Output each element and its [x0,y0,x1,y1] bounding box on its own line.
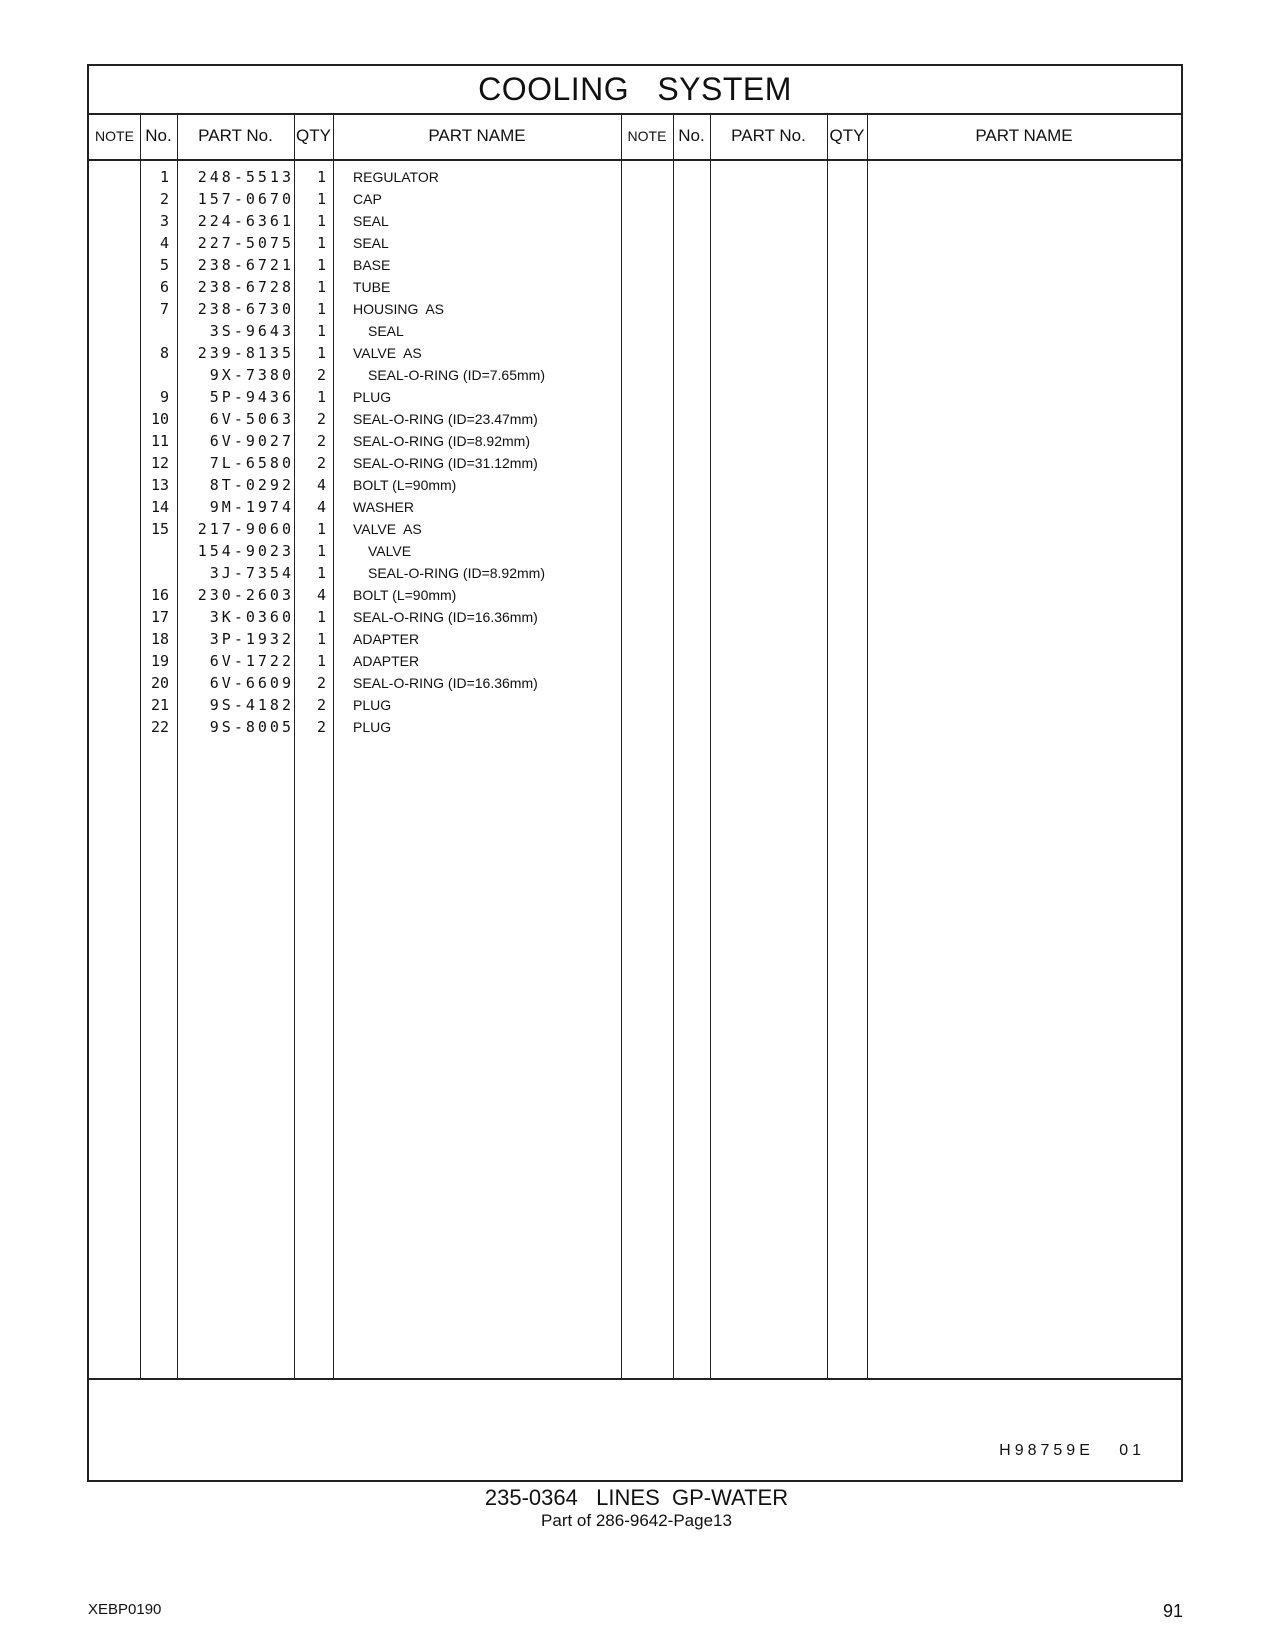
table-row [89,452,1181,474]
part-name: HOUSING AS [353,301,445,317]
quantity: 1 [316,388,326,406]
part-number: 6V-9027 [209,432,294,450]
header-note-right: NOTE [627,128,667,144]
table-row [89,540,1181,562]
part-number: 238-6721 [197,256,294,274]
item-number: 19 [150,652,169,670]
quantity: 2 [316,432,326,450]
quantity: 1 [316,168,326,186]
quantity: 1 [316,322,326,340]
part-name: SEAL-O-RING (ID=31.12mm) [353,455,538,471]
part-number: 6V-5063 [209,410,294,428]
quantity: 2 [316,454,326,472]
part-number: 6V-1722 [209,652,294,670]
table-row [89,254,1181,276]
part-number: 157-0670 [197,190,294,208]
part-number: 9X-7380 [209,366,294,384]
header-no: No. [145,126,172,145]
parts-table-frame [87,64,1183,1482]
table-bottom-divider [89,1378,1181,1380]
header-qty: QTY [296,126,331,145]
table-row [89,210,1181,232]
header-part-no-right: PART No. [731,126,806,145]
part-name: SEAL-O-RING (ID=8.92mm) [353,433,530,449]
table-row [89,430,1181,452]
table-row [89,628,1181,650]
item-number: 11 [150,432,169,450]
part-name: SEAL-O-RING (ID=23.47mm) [353,411,538,427]
quantity: 4 [316,476,326,494]
quantity: 1 [316,278,326,296]
part-number: 9S-8005 [209,718,294,736]
header-part-name: PART NAME [428,126,526,145]
table-row [89,320,1181,342]
part-number: 3S-9643 [209,322,294,340]
page-number: 91 [1162,1601,1183,1621]
part-name: WASHER [353,499,414,515]
header-divider [89,159,1181,161]
quantity: 1 [316,256,326,274]
table-row [89,518,1181,540]
part-name: VALVE AS [353,521,422,537]
item-number: 1 [159,168,169,186]
part-name: PLUG [353,719,392,735]
item-number: 14 [150,498,169,516]
item-number: 12 [150,454,169,472]
part-number: 227-5075 [197,234,294,252]
item-number: 3 [159,212,169,230]
table-row [89,716,1181,738]
item-number: 22 [150,718,169,736]
quantity: 1 [316,564,326,582]
header-no-right: No. [678,126,705,145]
item-number: 15 [150,520,169,538]
table-row [89,562,1181,584]
part-number: 238-6728 [197,278,294,296]
item-number: 10 [150,410,169,428]
table-row [89,232,1181,254]
table-row [89,694,1181,716]
part-number: 230-2603 [197,586,294,604]
header-qty-right: QTY [829,126,865,145]
quantity: 1 [316,630,326,648]
part-name: PLUG [353,389,392,405]
part-number: 3P-1932 [209,630,294,648]
part-name: SEAL-O-RING (ID=8.92mm) [368,565,545,581]
part-name: SEAL [353,213,389,229]
part-name: ADAPTER [353,631,420,647]
part-name: SEAL [353,235,389,251]
part-number: 154-9023 [197,542,294,560]
part-name: BASE [353,257,391,273]
item-number: 5 [159,256,169,274]
item-number: 17 [150,608,169,626]
table-row [89,342,1181,364]
quantity: 1 [316,344,326,362]
quantity: 4 [316,586,326,604]
item-number: 2 [159,190,169,208]
table-row [89,166,1181,188]
part-name: SEAL-O-RING (ID=16.36mm) [353,675,538,691]
part-number: 224-6361 [197,212,294,230]
part-number: 7L-6580 [209,454,294,472]
quantity: 1 [316,300,326,318]
table-row [89,298,1181,320]
quantity: 1 [316,234,326,252]
table-row [89,276,1181,298]
quantity: 2 [316,696,326,714]
header-part-no: PART No. [198,126,273,145]
item-number: 20 [150,674,169,692]
table-row [89,606,1181,628]
part-number: 238-6730 [197,300,294,318]
part-number: 5P-9436 [209,388,294,406]
part-number: 3K-0360 [209,608,294,626]
part-name: SEAL-O-RING (ID=7.65mm) [368,367,545,383]
quantity: 1 [316,608,326,626]
part-name: REGULATOR [353,169,439,185]
group-title: 235-0364 LINES GP-WATER [484,1485,789,1510]
part-name: VALVE [368,543,412,559]
part-number: 6V-6609 [209,674,294,692]
table-row [89,364,1181,386]
item-number: 7 [159,300,169,318]
item-number: 4 [159,234,169,252]
table-row [89,496,1181,518]
part-number: 9S-4182 [209,696,294,714]
quantity: 2 [316,410,326,428]
table-row [89,672,1181,694]
quantity: 4 [316,498,326,516]
part-name: TUBE [353,279,391,295]
header-note: NOTE [95,128,134,144]
item-number: 18 [150,630,169,648]
part-name: SEAL [368,323,404,339]
header-part-name-right: PART NAME [975,126,1073,145]
quantity: 2 [316,718,326,736]
item-number: 21 [150,696,169,714]
quantity: 1 [316,542,326,560]
part-name: PLUG [353,697,392,713]
part-number: 8T-0292 [209,476,294,494]
item-number: 9 [159,388,169,406]
quantity: 1 [316,520,326,538]
part-name: CAP [353,191,382,207]
item-number: 6 [159,278,169,296]
table-row [89,474,1181,496]
table-row [89,408,1181,430]
part-name: BOLT (L=90mm) [353,477,457,493]
quantity: 2 [316,674,326,692]
part-number: 9M-1974 [209,498,294,516]
quantity: 1 [316,652,326,670]
quantity: 2 [316,366,326,384]
table-row [89,188,1181,210]
quantity: 1 [316,190,326,208]
item-number: 8 [159,344,169,362]
illustration-code: H98759E 01 [999,1442,1145,1459]
part-number: 248-5513 [197,168,294,186]
table-row [89,584,1181,606]
part-name: VALVE AS [353,345,422,361]
part-number: 217-9060 [197,520,294,538]
table-row [89,650,1181,672]
part-name: BOLT (L=90mm) [353,587,457,603]
part-name: ADAPTER [353,653,420,669]
section-title: COOLING SYSTEM [89,66,1181,115]
part-number: 239-8135 [197,344,294,362]
item-number: 13 [150,476,169,494]
part-name: SEAL-O-RING (ID=16.36mm) [353,609,538,625]
item-number: 16 [150,586,169,604]
table-row [89,386,1181,408]
document-id: XEBP0190 [88,1601,162,1618]
quantity: 1 [316,212,326,230]
part-number: 3J-7354 [209,564,294,582]
group-subtitle: Part of 286-9642-Page13 [541,1511,732,1530]
